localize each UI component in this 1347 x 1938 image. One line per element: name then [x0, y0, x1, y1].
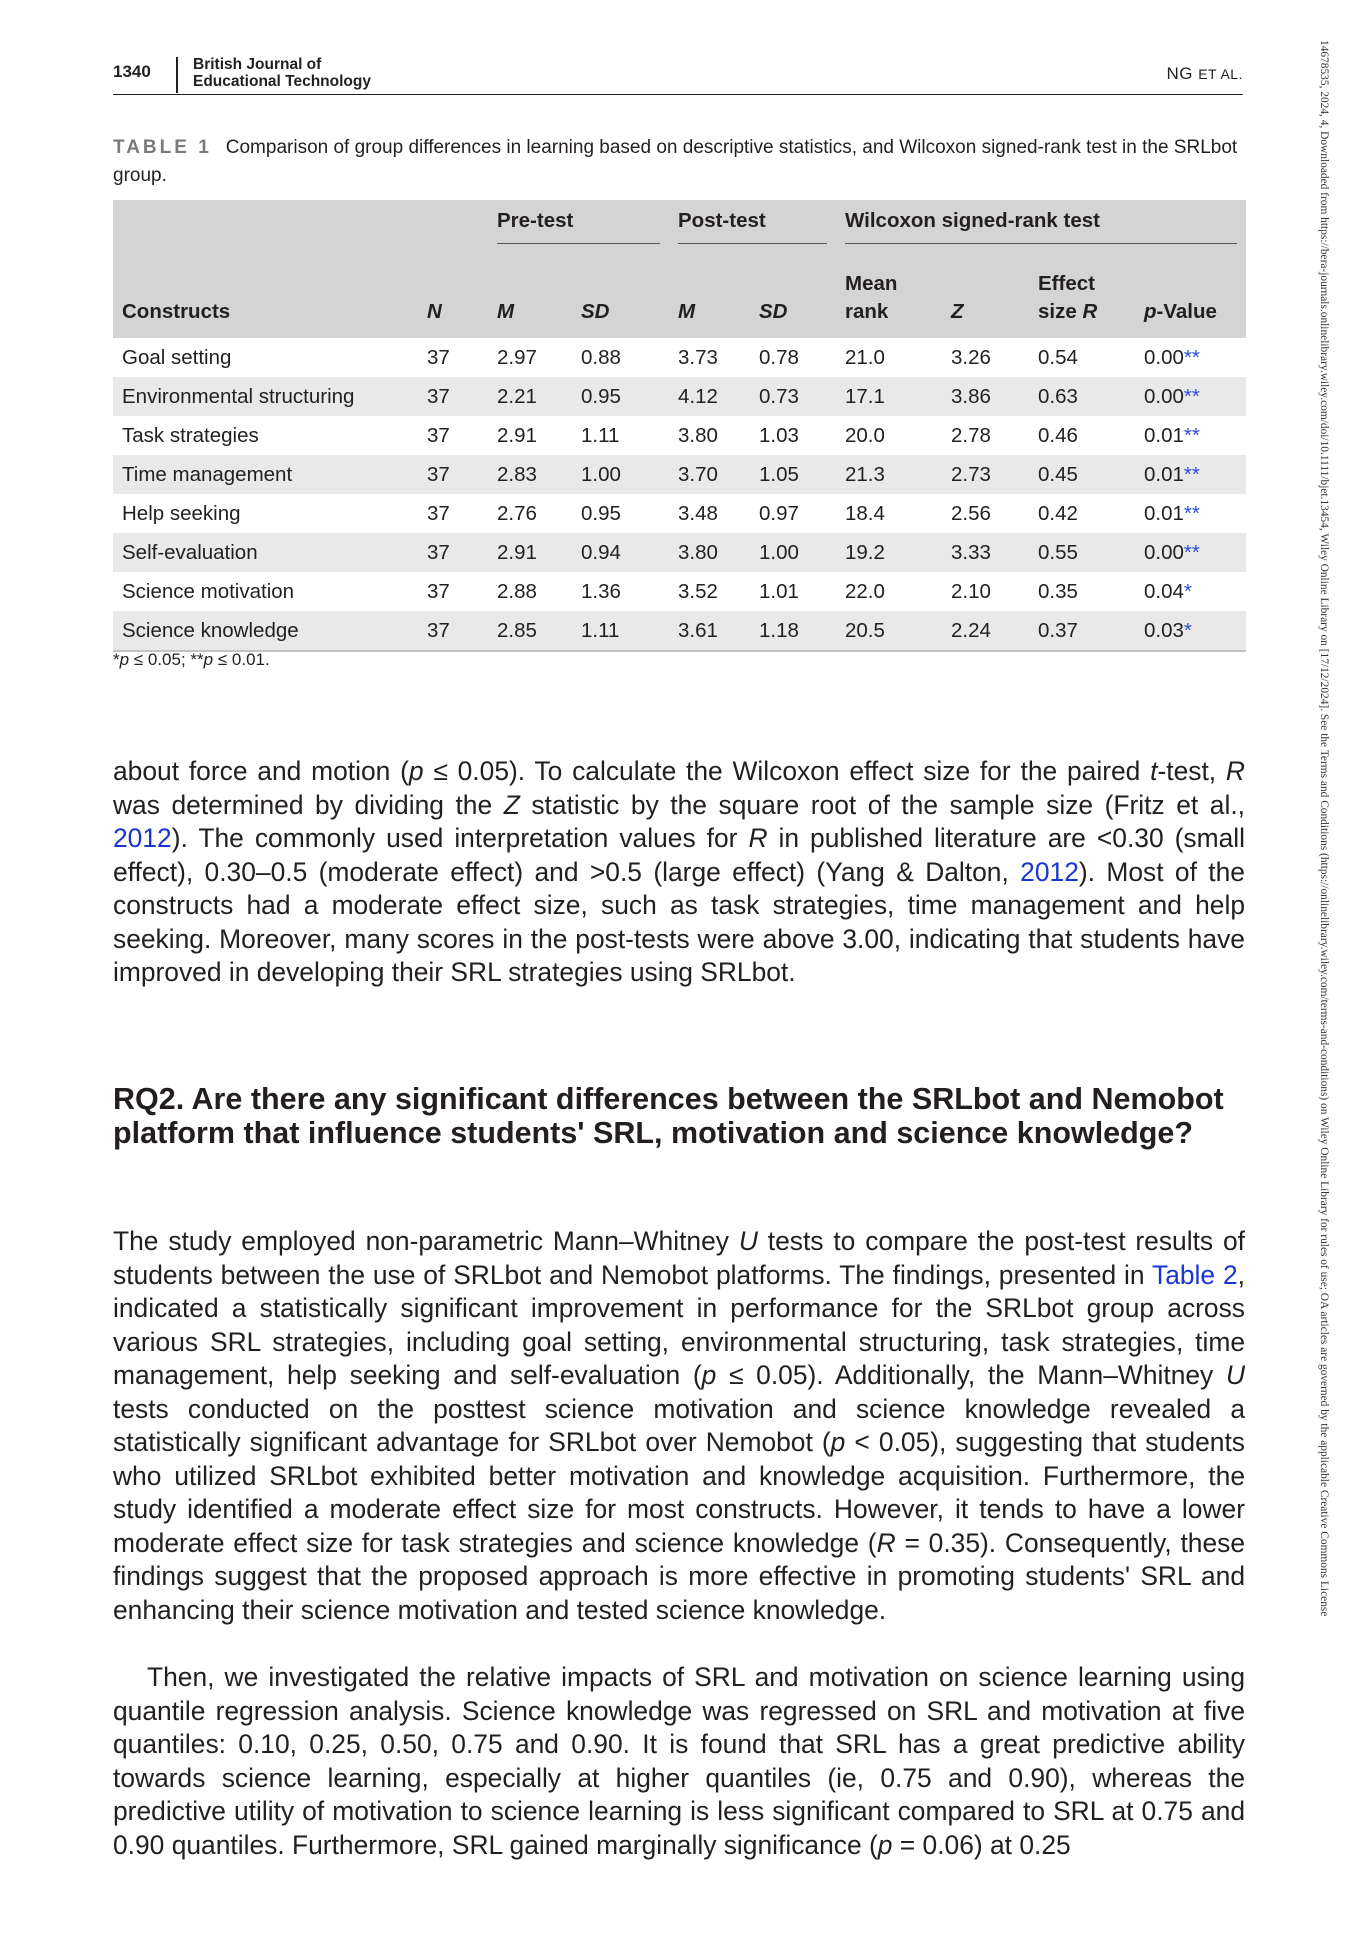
cell-construct: Science motivation: [122, 579, 295, 603]
cell-n: 37: [418, 611, 488, 651]
cell-post-sd: 1.05: [750, 455, 836, 494]
cell-mean-rank: 19.2: [836, 533, 942, 572]
cell-pre-sd: 1.11: [572, 611, 669, 651]
cell-mean-rank: 17.1: [836, 377, 942, 416]
significance-marker: *: [1183, 618, 1192, 642]
cell-post-m: 3.73: [678, 345, 718, 369]
cell-effect-size: 0.37: [1029, 611, 1135, 651]
cell-effect-size: 0.35: [1038, 579, 1078, 603]
table-row: [113, 338, 1246, 377]
table-caption-text: Comparison of group differences in learning based on descriptive statistics, and Wilcoxon signed-rank test in the SRLbot group.: [113, 137, 1238, 186]
cell-pre-sd: 0.95: [572, 377, 669, 416]
col-n: N: [418, 252, 488, 338]
cell-pre-m: 2.88: [497, 579, 537, 603]
cell-post-m: 3.61: [669, 611, 750, 651]
cell-effect-size: 0.45: [1029, 455, 1135, 494]
significance-marker: **: [1183, 540, 1200, 564]
cell-mean-rank: 20.0: [845, 423, 885, 447]
cell-post-m: 4.12: [669, 377, 750, 416]
cell-post-sd: 1.00: [750, 533, 836, 572]
cell-pre-sd: 0.88: [581, 345, 621, 369]
cell-post-sd: 0.78: [759, 345, 799, 369]
cell-z: 3.26: [951, 345, 991, 369]
table-row: [113, 377, 1246, 416]
cell-post-m: 3.70: [669, 455, 750, 494]
header-blank: [113, 200, 418, 252]
col-constructs: Constructs: [113, 252, 418, 338]
cell-post-sd: 1.01: [759, 579, 799, 603]
cell-pre-sd: 1.00: [572, 455, 669, 494]
cell-construct: Self-evaluation: [113, 533, 418, 572]
cell-mean-rank: 20.5: [836, 611, 942, 651]
significance-marker: **: [1183, 345, 1200, 369]
download-notice: 14678535, 2024, 4, Downloaded from https://bera-journals.onlinelibrary.wiley.com/doi/10.1111/bjet.13454, Wiley Online Library on [17/12/2024]. See the Terms and Conditions (https://onlinelibrary.wiley.com/terms-and-conditions) on Wiley Online Library for rules of use; OA articles are governed by the applicable Creative Commons License: [1318, 40, 1330, 1617]
table-label: TABLE 1: [113, 137, 212, 158]
significance-marker: **: [1183, 384, 1200, 408]
results-table: [113, 200, 1246, 652]
cell-p-value: 0.00**: [1135, 533, 1246, 572]
cell-construct: Environmental structuring: [113, 377, 418, 416]
wilcoxon-group-header: Wilcoxon signed-rank test: [836, 200, 1246, 252]
table-row: [113, 533, 1246, 572]
citation-link-yang-dalton-2012[interactable]: 2012: [1020, 856, 1079, 887]
cell-n: 37: [418, 455, 488, 494]
col-mean-rank: Mean rank: [836, 252, 942, 338]
cell-pre-m: 2.85: [488, 611, 572, 651]
cell-z: 2.56: [951, 501, 991, 525]
journal-title-line2: Educational Technology: [193, 73, 371, 90]
cell-construct: Goal setting: [122, 345, 232, 369]
cell-pre-sd: 0.95: [581, 501, 621, 525]
cell-pre-m: 2.21: [488, 377, 572, 416]
col-post-m: M: [669, 252, 750, 338]
cell-z: 3.33: [942, 533, 1029, 572]
cell-z: 2.10: [951, 579, 991, 603]
cell-n: 37: [418, 533, 488, 572]
cell-p-value: 0.01**: [1135, 455, 1246, 494]
section-heading-rq2: RQ2. Are there any significant differences between the SRLbot and Nemobot platform that influence students' SRL, motivation and science knowledge?: [113, 1082, 1224, 1150]
page-number: 1340: [113, 62, 151, 81]
authors-suffix: ET AL.: [1198, 66, 1243, 82]
significance-marker: *: [1183, 579, 1192, 603]
cell-post-m: 3.80: [678, 423, 718, 447]
table-body: [113, 338, 1246, 651]
cell-post-m: 3.48: [678, 501, 718, 525]
cell-effect-size: 0.42: [1038, 501, 1078, 525]
pre-test-group-header: Pre-test: [488, 200, 669, 252]
cell-pre-sd: 1.36: [581, 579, 621, 603]
cell-n: 37: [427, 579, 450, 603]
cell-n: 37: [427, 423, 450, 447]
citation-link-fritz-2012[interactable]: 2012: [113, 823, 172, 853]
cell-p-value: 0.04*: [1144, 579, 1192, 603]
journal-title-line1: British Journal of: [193, 56, 322, 73]
table-row: [113, 572, 1246, 611]
col-post-sd: SD: [750, 252, 836, 338]
cell-effect-size: 0.63: [1029, 377, 1135, 416]
cell-z: 2.78: [951, 423, 991, 447]
journal-title: [193, 56, 371, 90]
cell-p-value: 0.01**: [1144, 501, 1200, 525]
cell-pre-m: 2.91: [497, 423, 537, 447]
cell-post-sd: 1.03: [759, 423, 799, 447]
cell-mean-rank: 22.0: [845, 579, 885, 603]
col-effect-size: Effect size R: [1029, 252, 1135, 338]
cell-post-m: 3.52: [678, 579, 718, 603]
cell-construct: Task strategies: [122, 423, 259, 447]
cell-effect-size: 0.46: [1038, 423, 1078, 447]
cell-n: 37: [427, 501, 450, 525]
cell-construct: Help seeking: [122, 501, 241, 525]
cell-post-m: 3.80: [669, 533, 750, 572]
running-header: [113, 52, 1243, 95]
cell-post-sd: 1.18: [750, 611, 836, 651]
header-blank: [418, 200, 488, 252]
cell-pre-m: 2.91: [488, 533, 572, 572]
cell-n: 37: [418, 377, 488, 416]
cell-p-value: 0.00**: [1135, 377, 1246, 416]
significance-marker: **: [1183, 423, 1200, 447]
running-authors: [1166, 64, 1243, 84]
cell-effect-size: 0.54: [1038, 345, 1078, 369]
cell-construct: Science knowledge: [113, 611, 418, 651]
paragraph-mann-whitney: The study employed non-parametric Mann–Whitney U tests to compare the post-test results of students between the use of SRLbot and Nemobot platforms. The findings, presented in Table 2, indicated a statistically significant improvement in performance for the SRLbot group across various SRL strategies, including goal setting, environmental structuring, task strategies, time management, help seeking and self-evaluation (p ≤ 0.05). Additionally, the Mann–Whitney U tests conducted on the posttest science motivation and science knowledge revealed a statistically significant advantage for SRLbot over Nemobot (p < 0.05), suggesting that students who utilized SRLbot exhibited better motivation and knowledge acquisition. Furthermore, the study identified a moderate effect size for most constructs. However, it tends to have a lower moderate effect size for task strategies and science knowledge (R = 0.35). Consequently, these findings suggest that the proposed approach is more effective in promoting students' SRL and enhancing their science motivation and tested science knowledge.: [113, 1226, 1246, 1625]
cell-z: 2.73: [942, 455, 1029, 494]
cell-mean-rank: 18.4: [845, 501, 885, 525]
cell-p-value: 0.01**: [1144, 423, 1200, 447]
table-caption: [113, 134, 1245, 190]
significance-marker: **: [1183, 501, 1200, 525]
authors-main: NG: [1166, 64, 1193, 83]
cell-z: 3.86: [942, 377, 1029, 416]
paragraph-effect-size: about force and motion (p ≤ 0.05). To calculate the Wilcoxon effect size for the paired t-test, R was determined by dividing the Z statistic by the square root of the sample size (Fritz et al., 2012). The commonly used interpretation values for R in published literature are <0.30 (small effect), 0.30–0.5 (moderate effect) and >0.5 (large effect) (Yang & Dalton, 2012). Most of the constructs had a moderate effect size, such as task strategies, time management and help seeking. Moreover, many scores in the post-tests were above 3.00, indicating that students have improved in developing their SRL strategies using SRLbot.: [113, 756, 1246, 987]
cell-mean-rank: 21.0: [845, 345, 885, 369]
cell-post-sd: 0.97: [759, 501, 799, 525]
header-divider: [176, 57, 178, 93]
cell-n: 37: [427, 345, 450, 369]
cell-pre-m: 2.97: [497, 345, 537, 369]
cell-p-value: 0.03*: [1135, 611, 1246, 651]
cell-mean-rank: 21.3: [836, 455, 942, 494]
post-test-group-header: Post-test: [669, 200, 836, 252]
cell-post-sd: 0.73: [750, 377, 836, 416]
cell-z: 2.24: [942, 611, 1029, 651]
table-row: [113, 494, 1246, 533]
table-2-link[interactable]: Table 2: [1152, 1259, 1238, 1290]
significance-marker: **: [1183, 462, 1200, 486]
cell-p-value: 0.00**: [1144, 345, 1200, 369]
cell-pre-m: 2.83: [488, 455, 572, 494]
col-pre-sd: SD: [572, 252, 669, 338]
table-row: [113, 416, 1246, 455]
cell-pre-sd: 1.11: [581, 423, 620, 447]
cell-construct: Time management: [113, 455, 418, 494]
table-row: [113, 455, 1246, 494]
cell-pre-m: 2.76: [497, 501, 537, 525]
cell-pre-sd: 0.94: [572, 533, 669, 572]
col-z: Z: [942, 252, 1029, 338]
paragraph-quantile-regression: Then, we investigated the relative impacts of SRL and motivation on science learning using quantile regression analysis. Science knowledge was regressed on SRL and motivation at five quantiles: 0.10, 0.25, 0.50, 0.75 and 0.90. It is found that SRL has a great predictive ability towards science learning, especially at higher quantiles (ie, 0.75 and 0.90), whereas the predictive utility of motivation to science learning is less significant compared to SRL at 0.75 and 0.90 quantiles. Furthermore, SRL gained marginally significance (p = 0.06) at 0.25: [113, 1662, 1245, 1860]
col-pre-m: M: [488, 252, 572, 338]
table-row: [113, 611, 1246, 651]
cell-effect-size: 0.55: [1029, 533, 1135, 572]
col-p-value: p-Value: [1135, 252, 1246, 338]
table-footnote: *p ≤ 0.05; **p ≤ 0.01.: [113, 650, 270, 669]
